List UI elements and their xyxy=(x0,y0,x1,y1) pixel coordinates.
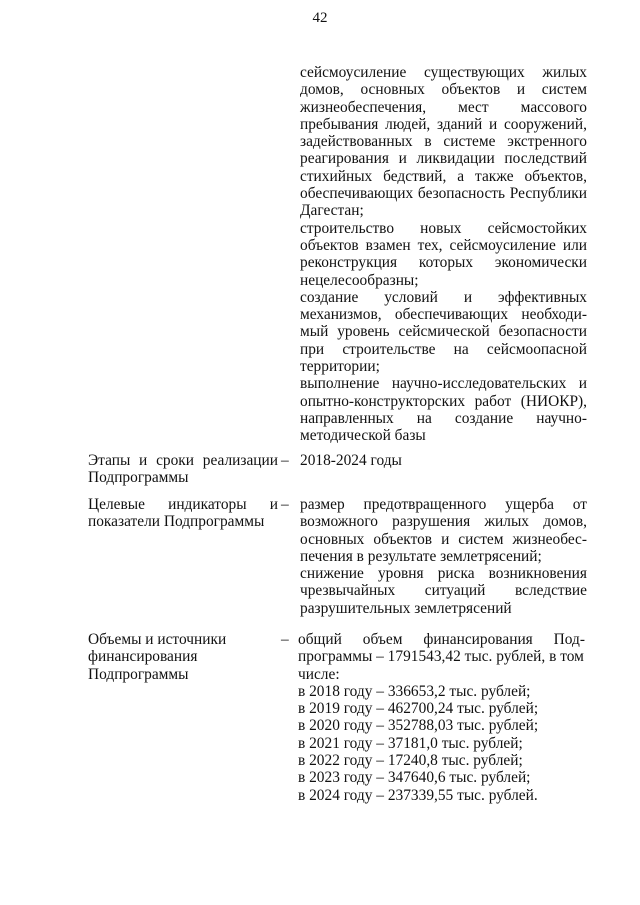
value-line: печения в результате землетрясений; xyxy=(300,547,542,565)
stages-label xyxy=(88,452,278,487)
indicators-label xyxy=(88,496,278,531)
text-line: методической базы xyxy=(300,427,426,445)
value-line: возможного разрушения жилых домов, xyxy=(300,513,587,531)
value-line: в 2022 году – 17240,8 тыс. рублей; xyxy=(298,752,523,770)
text-line: сейсмоусиление существующих жилых xyxy=(300,64,587,81)
label-line: Подпрограммы xyxy=(88,469,189,487)
value-line: в 2018 году – 336653,2 тыс. рублей; xyxy=(298,682,531,700)
value-line: в 2019 году – 462700,24 тыс. рублей; xyxy=(298,700,539,718)
indicators-value xyxy=(300,496,587,617)
label-line: показатели Подпрограммы xyxy=(88,513,265,531)
text-line: стихийных бедствий, а также объектов, xyxy=(300,167,587,185)
label-line: Объемы и источники xyxy=(88,631,227,648)
text-line: механизмов, обеспечивающих необходи- xyxy=(300,306,587,324)
value-line: основных объектов и систем жизнеобес- xyxy=(300,530,587,548)
value-line: в 2021 году – 37181,0 тыс. рублей; xyxy=(298,734,523,752)
funding-label xyxy=(88,631,278,683)
value-line: чрезвычайных ситуаций вследствие xyxy=(300,582,587,600)
text-line: выполнение научно-исследовательских и xyxy=(300,375,587,393)
text-line: при строительстве на сейсмоопасной xyxy=(300,340,587,358)
text-line: объектов взамен тех, сейсмоусиление или xyxy=(300,236,587,254)
value-line: в 2024 году – 237339,55 тыс. рублей. xyxy=(298,786,538,804)
label-line: Этапы и сроки реализации xyxy=(88,452,278,469)
text-line: реконструкция которых экономически xyxy=(300,254,587,272)
text-line: Дагестан; xyxy=(300,202,364,220)
funding-value xyxy=(298,631,585,804)
label-line: Целевые индикаторы и xyxy=(88,496,278,513)
text-line: домов, основных объектов и систем xyxy=(300,81,587,99)
label-line: Подпрограммы xyxy=(88,665,189,683)
stages-dash: – xyxy=(281,452,289,469)
text-line: нецелесообразны; xyxy=(300,271,419,289)
funding-dash: – xyxy=(281,631,289,648)
text-line: жизнеобеспечения, мест массового xyxy=(300,98,587,116)
text-line: задействованных в системе экстренного xyxy=(300,133,587,151)
value-line: размер предотвращенного ущерба от xyxy=(300,496,587,513)
value-line: 2018-2024 годы xyxy=(300,452,402,469)
text-line: пребывания людей, зданий и сооружений, xyxy=(300,115,587,133)
indicators-dash: – xyxy=(281,496,289,513)
tasks-continuation xyxy=(300,64,587,445)
text-line: строительство новых сейсмостойких xyxy=(300,219,587,237)
text-line: опытно-конструкторских работ (НИОКР), xyxy=(300,392,587,410)
value-line: в 2023 году – 347640,6 тыс. рублей; xyxy=(298,769,531,787)
label-line: финансирования xyxy=(88,648,198,666)
value-line: в 2020 году – 352788,03 тыс. рублей; xyxy=(298,717,539,735)
stages-value xyxy=(300,452,587,469)
value-line: программы – 1791543,42 тыс. рублей, в том xyxy=(298,648,584,666)
value-line: разрушительных землетрясений xyxy=(300,599,512,617)
text-line: направленных на создание научно- xyxy=(300,409,587,427)
text-line: обеспечивающих безопасность Республики xyxy=(300,185,587,203)
value-line: общий объем финансирования Под- xyxy=(298,631,585,648)
text-line: территории; xyxy=(300,358,380,376)
value-line: снижение уровня риска возникновения xyxy=(300,565,587,583)
value-line: числе: xyxy=(298,665,340,683)
text-line: создание условий и эффективных xyxy=(300,288,587,306)
text-line: мый уровень сейсмической безопасности xyxy=(300,323,587,341)
page-number: 42 xyxy=(312,10,328,26)
text-line: реагирования и ликвидации последствий xyxy=(300,150,587,168)
